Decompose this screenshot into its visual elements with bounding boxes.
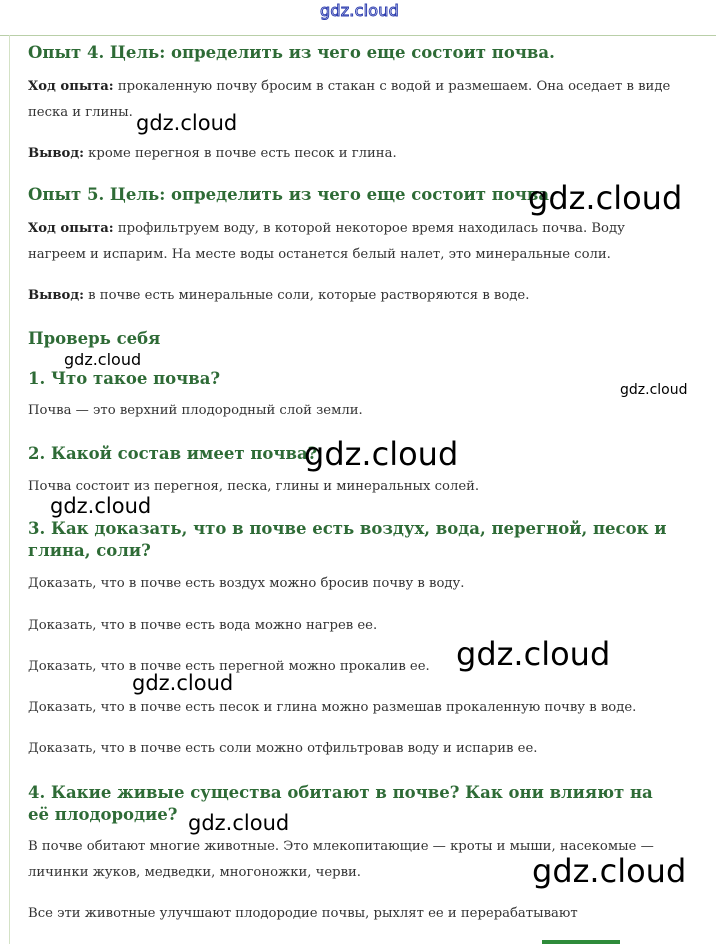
question-2: 2. Какой состав имеет почва? [28, 444, 318, 463]
exp5-process-text: профильтруем воду, в которой некоторое время находилась почва. Воду нагреем и испарим. На месте воды останется белый налет, это минеральные соли. [28, 221, 625, 262]
exp5-conclusion-label: Вывод: [28, 288, 84, 303]
watermark: gdz.cloud [620, 382, 688, 398]
watermark: gdz.cloud [528, 179, 683, 217]
answer-3-salts: Доказать, что в почве есть соли можно отфильтровав воду и испарив ее. [28, 741, 538, 756]
exp4-conclusion [28, 141, 397, 167]
watermark: gdz.cloud [136, 111, 238, 135]
question-3: 3. Как доказать, что в почве есть воздух, вода, перегной, песок и глина, соли? [28, 519, 667, 560]
exp4-title: Опыт 4. Цель: определить из чего еще состоит почва. [28, 43, 555, 62]
answer-4-animals: В почве обитают многие животные. Это млекопитающие — кроты и мыши, насекомые — личинки жуков, медведки, многоножки, черви. [28, 839, 654, 880]
answer-4-effect: Все эти животные улучшают плодородие почвы, рыхлят ее и перерабатывают [28, 906, 578, 921]
question-4: 4. Какие живые существа обитают в почве? Как они влияют на её плодородие? [28, 783, 653, 824]
exp5-title: Опыт 5. Цель: определить из чего еще состоит почва. [28, 185, 555, 204]
exp4-conclusion-label: Вывод: [28, 146, 84, 161]
site-header [0, 0, 716, 36]
question-1: 1. Что такое почва? [28, 369, 221, 388]
left-divider [9, 35, 10, 944]
check-yourself-title: Проверь себя [28, 329, 161, 348]
answer-3-water: Доказать, что в почве есть вода можно нагрев ее. [28, 618, 378, 633]
watermark: gdz.cloud [456, 635, 611, 673]
exp4-process-text: прокаленную почву бросим в стакан с водой и размешаем. Она оседает в виде песка и глины. [28, 79, 671, 120]
watermark: gdz.cloud [64, 350, 142, 369]
scroll-indicator [542, 940, 620, 944]
watermark: gdz.cloud [532, 852, 687, 890]
watermark: gdz.cloud [188, 811, 290, 835]
watermark: gdz.cloud [50, 494, 152, 518]
answer-3-air: Доказать, что в почве есть воздух можно бросив почву в воду. [28, 576, 465, 591]
answer-3-humus: Доказать, что в почве есть перегной можно прокалив ее. [28, 659, 430, 674]
answer-3-sand-clay: Доказать, что в почве есть песок и глина можно размешав прокаленную почву в воде. [28, 700, 637, 715]
exp4-process [28, 74, 678, 126]
answer-2: Почва состоит из перегноя, песка, глины и минеральных солей. [28, 479, 480, 494]
site-logo[interactable]: gdz.cloud [320, 1, 399, 20]
exp4-conclusion-text: кроме перегноя в почве есть песок и глина. [83, 146, 397, 161]
exp5-process [28, 216, 678, 268]
answer-1: Почва — это верхний плодородный слой земли. [28, 403, 363, 418]
watermark: gdz.cloud [304, 435, 459, 473]
exp4-process-label: Ход опыта: [28, 79, 114, 94]
exp5-process-label: Ход опыта: [28, 221, 114, 236]
exp5-conclusion [28, 283, 529, 309]
exp5-conclusion-text: в почве есть минеральные соли, которые растворяются в воде. [83, 288, 530, 303]
watermark: gdz.cloud [132, 671, 234, 695]
